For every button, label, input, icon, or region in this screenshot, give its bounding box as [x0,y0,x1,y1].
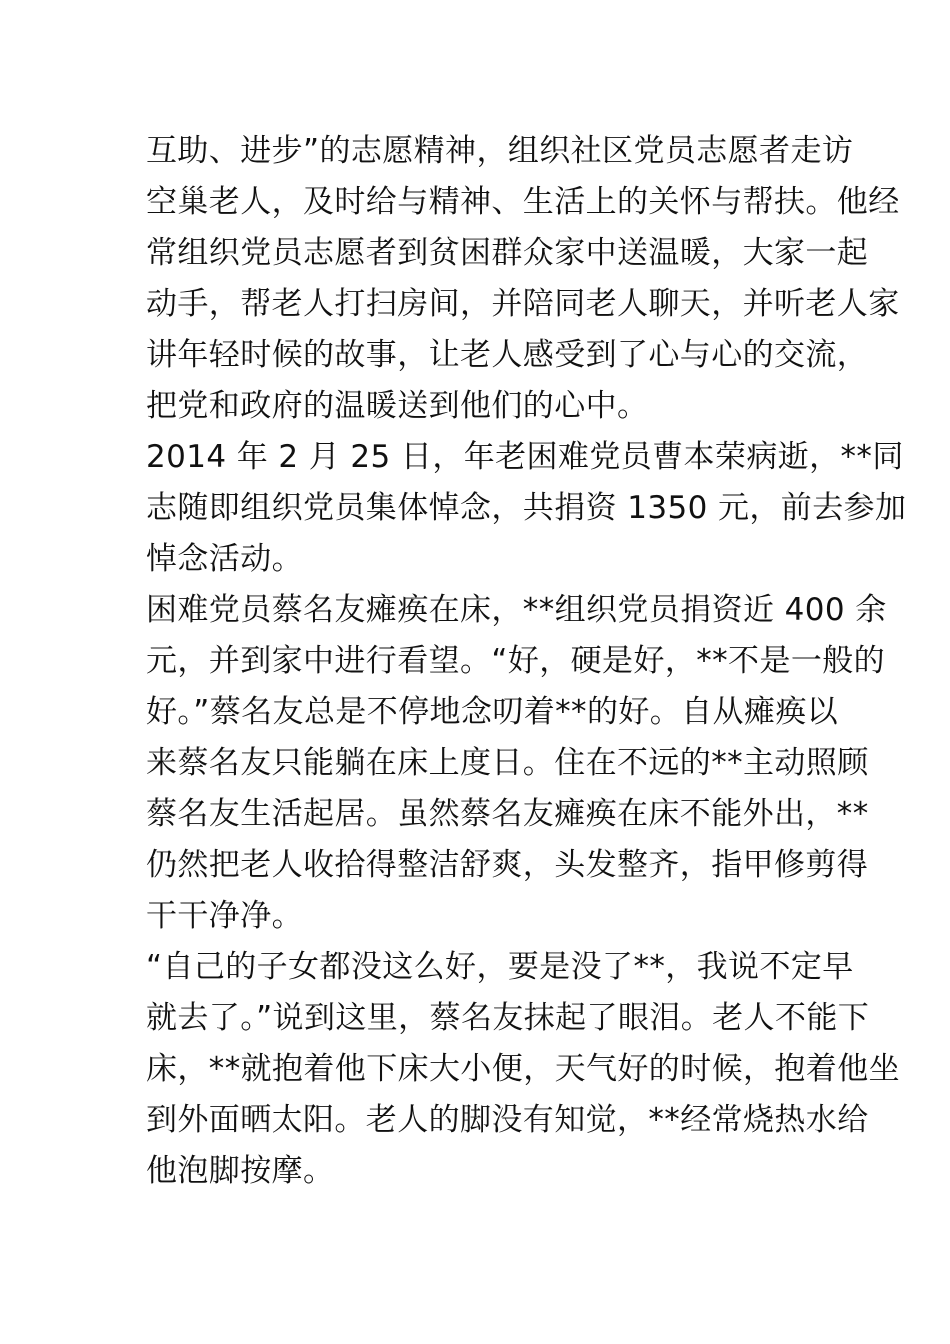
text-line: 到外面晒太阳。老人的脚没有知觉，**经常烧热水给 [146,1102,869,1138]
text-line: 蔡名友生活起居。虽然蔡名友瘫痪在床不能外出，** [146,796,869,832]
text-line: 互助、进步”的志愿精神，组织社区党员志愿者走访 [146,133,854,169]
text-line: 常组织党员志愿者到贫困群众家中送温暖，大家一起 [146,235,869,271]
paragraph-4 [146,942,900,1197]
text-line: 好。”蔡名友总是不停地念叨着**的好。自从瘫痪以 [146,694,839,730]
document-body [146,126,907,1197]
text-line: 动手，帮老人打扫房间，并陪同老人聊天，并听老人家 [146,286,900,322]
text-line: 干干净净。 [146,898,303,934]
text-line: 他泡脚按摩。 [146,1153,335,1189]
text-line: 志随即组织党员集体悼念，共捐资 1350 元，前去参加 [146,490,907,526]
text-line: 悼念活动。 [146,541,303,577]
text-line: 床，**就抱着他下床大小便，天气好的时候，抱着他坐 [146,1051,900,1087]
text-line: 元，并到家中进行看望。“好，硬是好，**不是一般的 [146,643,886,679]
text-line: 困难党员蔡名友瘫痪在床，**组织党员捐资近 400 余 [146,592,887,628]
paragraph-3 [146,585,887,942]
text-line: 空巢老人，及时给与精神、生活上的关怀与帮扶。他经 [146,184,900,220]
text-line: 来蔡名友只能躺在床上度日。住在不远的**主动照顾 [146,745,869,781]
text-line: 把党和政府的温暖送到他们的心中。 [146,388,649,424]
text-line: 讲年轻时候的故事，让老人感受到了心与心的交流， [146,337,869,373]
text-line: 仍然把老人收拾得整洁舒爽，头发整齐，指甲修剪得 [146,847,869,883]
paragraph-2 [146,432,907,585]
text-line: 2014 年 2 月 25 日，年老困难党员曹本荣病逝，**同 [146,439,904,475]
text-line: 就去了。”说到这里，蔡名友抹起了眼泪。老人不能下 [146,1000,870,1036]
text-line: “自己的子女都没这么好，要是没了**，我说不定早 [146,949,854,985]
paragraph-1 [146,126,900,432]
